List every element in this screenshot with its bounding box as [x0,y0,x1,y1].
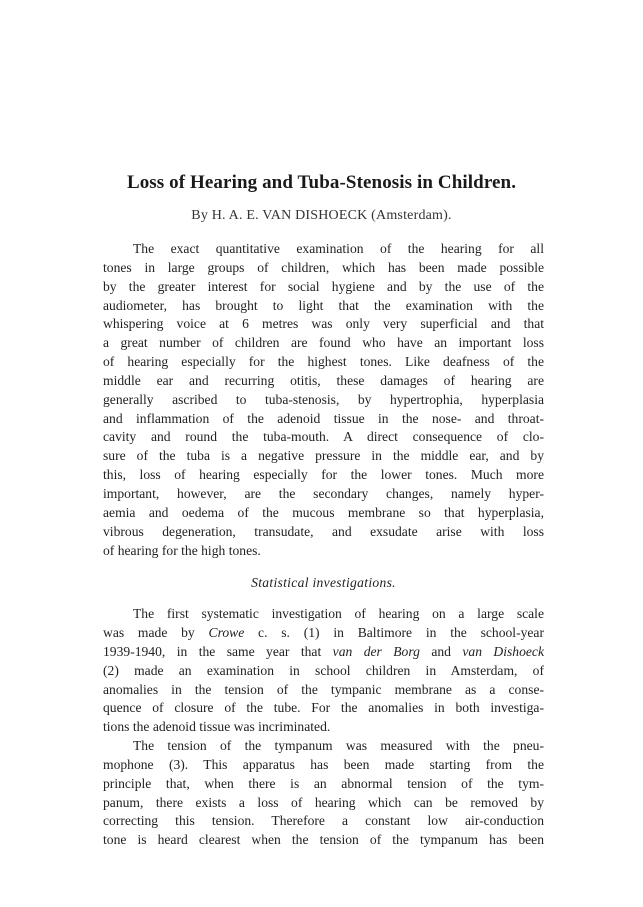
article-body [103,240,544,850]
author-byline: By H. A. E. VAN DISHOECK (Amsterdam). [191,208,452,223]
text-line: panum, there exists a loss of hearing which can be removed by [103,794,544,810]
text-line: generally ascribed to tuba-stenosis, by hypertrophia, hyperplasia [103,391,544,407]
text-run: was made by [103,625,209,641]
text-line: a great number of children are found who have an important loss [103,335,544,351]
text-line: The first systematic investigation of hearing on a large scale [133,606,544,622]
text-line: of hearing for the high tones. [103,542,261,558]
text-line: audiometer, has brought to light that the examination with the [103,297,544,313]
text-line: tions the adenoid tissue was incriminated. [103,719,331,735]
article-title: Loss of Hearing and Tuba-Stenosis in Children. [126,172,517,193]
text-line: mophone (3). This apparatus has been made starting from the [103,756,544,772]
text-run: 1939-1940, in the same year that [103,643,333,659]
author-name-crowe: Crowe [208,625,245,641]
text-line: anomalies in the tension of the tympanic membrane as a conse- [103,681,544,697]
text-line: quence of closure of the tube. For the anomalies in both investiga- [103,700,544,716]
text-line: important, however, are the secondary changes, namely hyper- [103,485,544,501]
text-line: middle ear and recurring otitis, these damages of hearing are [103,372,544,388]
text-line: aemia and oedema of the mucous membrane so that hyperplasia, [103,504,544,520]
text-line [103,624,544,643]
author-name-van-der-borg: van der Borg [332,643,420,659]
text-line: cavity and round the tuba-mouth. A direct consequence of clo- [103,429,544,445]
author-name-van-dishoeck: van Dishoeck [462,643,544,659]
text-line: and inflammation of the adenoid tissue in the nose- and throat- [103,410,544,426]
text-line: correcting this tension. Therefore a constant low air-conduction [103,813,544,829]
text-line: this, loss of hearing especially for the lower tones. Much more [103,467,544,483]
text-run: c. s. (1) in Baltimore in the school-year [244,625,544,641]
paragraph-statistics [103,605,544,737]
text-line: vibrous degeneration, transudate, and exsudate arise with loss [103,523,544,539]
text-run: and [419,643,463,659]
text-line: sure of the tuba is a negative pressure in the middle ear, and by [103,448,544,464]
text-line: of hearing especially for the highest tones. Like deafness of the [103,354,544,370]
text-line: (2) made an examination in school children in Amsterdam, of [103,662,544,678]
text-line: The tension of the tympanum was measured with the pneu- [133,738,544,754]
section-heading: Statistical investigations. [251,575,396,591]
text-line: tone is heard clearest when the tension of the tympanum has been [103,832,544,848]
text-line: principle that, when there is an abnormal tension of the tym- [103,775,544,791]
paragraph-pneumophone [103,737,544,850]
text-line: The exact quantitative examination of the hearing for all [133,241,544,256]
text-line: whispering voice at 6 metres was only very superficial and that [103,316,544,332]
text-line: tones in large groups of children, which has been made possible [103,259,544,275]
text-line [103,643,544,662]
text-line: by the greater interest for social hygiene and by the use of the [103,278,544,294]
paragraph-intro [103,240,544,560]
